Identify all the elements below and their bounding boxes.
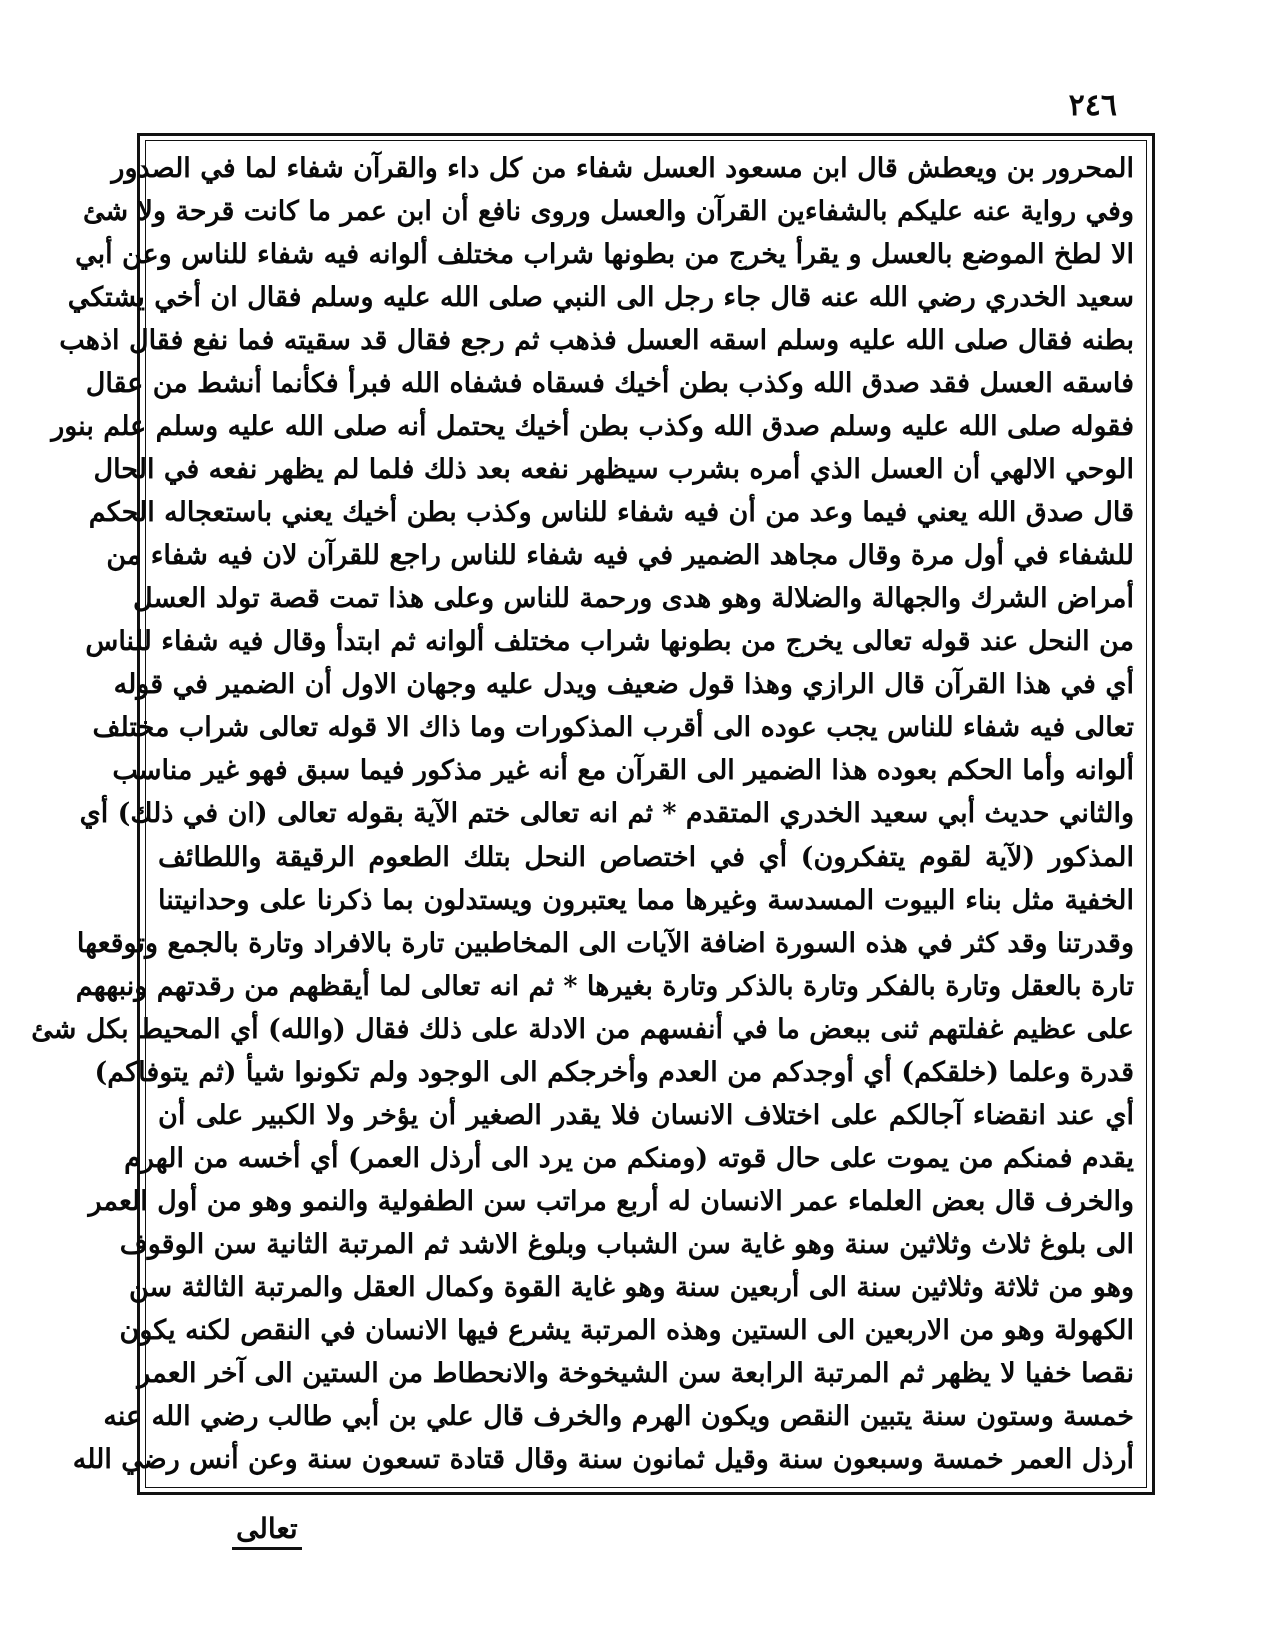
text-line: والخرف قال بعض العلماء عمر الانسان له أربع مراتب سن الطفولية والنمو وهو من أول العمر bbox=[88, 1185, 1134, 1217]
text-line: وفي رواية عنه عليكم بالشفاءين القرآن والعسل وروى نافع أن ابن عمر ما كانت قرحة ولا شئ bbox=[83, 196, 1134, 228]
text-line: قدرة وعلما (خلقكم) أي أوجدكم من العدم وأخرجكم الى الوجود ولم تكونوا شيأ (ثم يتوفاكم) bbox=[94, 1056, 1134, 1088]
text-line: فاسقه العسل فقد صدق الله وكذب بطن أخيك فسقاه فشفاه الله فبرأ فكأنما أنشط من عقال bbox=[85, 368, 1134, 400]
text-line: الخفية مثل بناء البيوت المسدسة وغيرها مما يعتبرون ويستدلون بما ذكرنا على وحدانيتنا bbox=[158, 884, 1134, 916]
text-line: أي في هذا القرآن قال الرازي وهذا قول ضعيف ويدل عليه وجهان الاول أن الضمير في قوله bbox=[113, 669, 1134, 701]
page-number: ٢٤٦ bbox=[1068, 88, 1117, 123]
text-line: أمراض الشرك والجهالة والضلالة وهو هدى ورحمة للناس وعلى هذا تمت قصة تولد العسل bbox=[133, 583, 1134, 615]
text-line: المحرور بن ويعطش قال ابن مسعود العسل شفاء من كل داء والقرآن شفاء لما في الصدور bbox=[111, 153, 1134, 184]
text-line: قال صدق الله يعني فيما وعد من أن فيه شفاء للناس وكذب بطن أخيك يعني باستعجاله الحكم bbox=[88, 497, 1134, 529]
text-line: تعالى فيه شفاء للناس يجب عوده الى أقرب المذكورات وما ذاك الا قوله تعالى شراب مختلف bbox=[92, 712, 1134, 744]
text-line: يقدم فمنكم من يموت على حال قوته (ومنكم من يرد الى أرذل العمر) أي أخسه من الهرم bbox=[124, 1142, 1134, 1174]
text-line: خمسة وستون سنة يتبين النقص ويكون الهرم والخرف قال علي بن أبي طالب رضي الله عنه bbox=[103, 1400, 1134, 1432]
text-line: من النحل عند قوله تعالى يخرج من بطونها شراب مختلف ألوانه ثم ابتدأ وقال فيه شفاء للناس bbox=[85, 626, 1134, 658]
text-line: والثاني حديث أبي سعيد الخدري المتقدم * ثم انه تعالى ختم الآية بقوله تعالى (ان في ذلك) أي bbox=[79, 798, 1134, 830]
text-line: للشفاء في أول مرة وقال مجاهد الضمير في فيه شفاء للناس راجع للقرآن لان فيه شفاء من bbox=[106, 540, 1134, 572]
text-line: فقوله صلى الله عليه وسلم صدق الله وكذب بطن أخيك يحتمل أنه صلى الله عليه وسلم علم بنور bbox=[51, 411, 1134, 443]
catchword: تعالى bbox=[232, 1512, 302, 1550]
text-line: المذكور (لآية لقوم يتفكرون) أي في اختصاص النحل بتلك الطعوم الرقيقة واللطائف bbox=[158, 841, 1134, 873]
text-line: أرذل العمر خمسة وسبعون سنة وقيل ثمانون سنة وقال قتادة تسعون سنة وعن أنس رضي الله bbox=[72, 1443, 1134, 1475]
text-line: الى بلوغ ثلاث وثلاثين سنة وهو غاية سن الشباب وبلوغ الاشد ثم المرتبة الثانية سن الوقوف bbox=[119, 1228, 1134, 1260]
text-line: وقدرتنا وقد كثر في هذه السورة اضافة الآيات الى المخاطبين تارة بالافراد وتارة بالجمع وتوقعها bbox=[76, 927, 1134, 959]
text-line: الا لطخ الموضع بالعسل و يقرأ يخرج من بطونها شراب مختلف ألوانه فيه شفاء للناس وعن أبي bbox=[75, 239, 1134, 271]
text-line: أي عند انقضاء آجالكم على اختلاف الانسان فلا يقدر الصغير أن يؤخر ولا الكبير على أن bbox=[158, 1099, 1134, 1131]
text-line: سعيد الخدري رضي الله عنه قال جاء رجل الى النبي صلى الله عليه وسلم فقال ان أخي يشتكي bbox=[67, 282, 1134, 314]
text-block bbox=[31, 146, 1140, 1482]
text-line: على عظيم غفلتهم ثنى ببعض ما في أنفسهم من الادلة على ذلك فقال (والله) أي المحيط بكل شئ bbox=[31, 1013, 1134, 1045]
text-line: وهو من ثلاثة وثلاثين سنة الى أربعين سنة وهو غاية القوة وكمال العقل والمرتبة الثالثة سن bbox=[128, 1271, 1134, 1303]
text-line: تارة بالعقل وتارة بالفكر وتارة بالذكر وتارة بغيرها * ثم انه تعالى لما أيقظهم من رقدتهم ونبههم bbox=[75, 970, 1134, 1002]
text-line: بطنه فقال صلى الله عليه وسلم اسقه العسل فذهب ثم رجع فقال قد سقيته فما نفع فقال اذهب bbox=[59, 325, 1134, 357]
text-line: الكهولة وهو من الاربعين الى الستين وهذه المرتبة يشرع فيها الانسان في النقص لكنه يكون bbox=[119, 1314, 1134, 1346]
text-line: نقصا خفيا لا يظهر ثم المرتبة الرابعة سن الشيخوخة والانحطاط من الستين الى آخر العمر bbox=[137, 1357, 1134, 1389]
text-line: ألوانه وأما الحكم بعوده هذا الضمير الى القرآن مع أنه غير مذكور فيما سبق فهو غير مناسب bbox=[112, 755, 1134, 787]
text-line: الوحي الالهي أن العسل الذي أمره بشرب سيظهر نفعه بعد ذلك فلما لم يظهر نفعه في الحال bbox=[93, 454, 1134, 486]
